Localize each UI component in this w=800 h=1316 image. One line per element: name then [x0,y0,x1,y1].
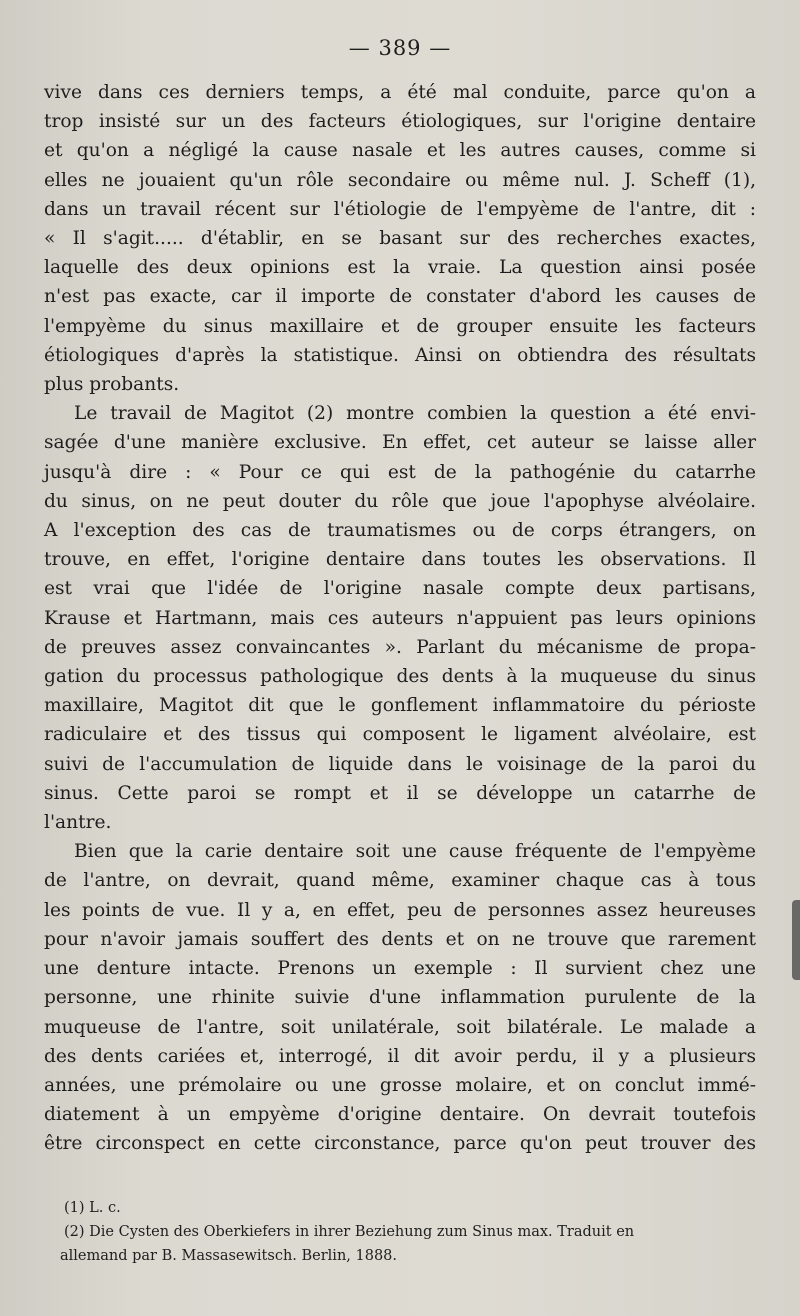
text-line: diatement à un empyème d'origine dentaire. On devrait toutefois [44,1104,756,1126]
text-line: trouve, en effet, l'origine dentaire dans toutes les observations. Il [44,549,756,571]
page-edge-shadow [792,900,800,980]
text-line: radiculaire et des tissus qui composent le ligament alvéolaire, est [44,724,756,746]
text-line: n'est pas exacte, car il importe de constater d'abord les causes de [44,286,756,308]
text-line: est vrai que l'idée de l'origine nasale compte deux partisans, [44,578,756,600]
text-line: plus probants. [44,374,180,396]
text-line: du sinus, on ne peut douter du rôle que joue l'apophyse alvéolaire. [44,490,756,512]
text-line: Krause et Hartmann, mais ces auteurs n'appuient pas leurs opinions [44,607,756,629]
body-text [44,78,756,1159]
text-line: Le travail de Magitot (2) montre combien la question a été envi- [74,403,756,425]
text-line: vive dans ces derniers temps, a été mal conduite, parce qu'on a [44,82,756,103]
text-line: l'antre. [44,812,112,834]
text-line: pour n'avoir jamais souffert des dents et on ne trouve que rarement [44,928,756,950]
text-line: dans un travail récent sur l'étiologie de l'empyème de l'antre, dit : [44,198,756,220]
footnote-2: (2) Die Cysten des Oberkiefers in ihrer Beziehung zum Sinus max. Traduit en [64,1224,635,1240]
text-line: A l'exception des cas de traumatismes ou de corps étrangers, on [44,520,756,542]
text-line: personne, une rhinite suivie d'une inflammation purulente de la [44,987,756,1009]
text-line: de l'antre, on devrait, quand même, examiner chaque cas à tous [44,870,756,892]
text-line: trop insisté sur un des facteurs étiologiques, sur l'origine dentaire [44,111,756,133]
text-line: années, une prémolaire ou une grosse molaire, et on conclut immé- [44,1074,756,1096]
text-line: les points de vue. Il y a, en effet, peu de personnes assez heureuses [44,899,756,921]
text-line: sinus. Cette paroi se rompt et il se développe un catarrhe de [44,782,756,804]
text-line: gation du processus pathologique des dents à la muqueuse du sinus [44,666,756,688]
text-line: et qu'on a négligé la cause nasale et les autres causes, comme si [44,140,756,162]
paragraph-1 [44,78,756,399]
text-line: étiologiques d'après la statistique. Ainsi on obtiendra des résultats [44,344,756,366]
footnotes [60,1196,764,1268]
footnote-2-continued: allemand par B. Massasewitsch. Berlin, 1888. [60,1248,398,1264]
text-line: « Il s'agit..... d'établir, en se basant sur des recherches exactes, [44,228,756,250]
text-line: être circonspect en cette circonstance, parce qu'on peut trouver des [44,1133,756,1155]
text-line: de preuves assez convaincantes ». Parlant du mécanisme de propa- [44,636,756,658]
text-line: laquelle des deux opinions est la vraie. La question ainsi posée [44,257,756,279]
page-number: — 389 — [348,36,452,60]
text-line: muqueuse de l'antre, soit unilatérale, soit bilatérale. Le malade a [44,1016,756,1038]
text-line: sagée d'une manière exclusive. En effet, cet auteur se laisse aller [44,432,756,454]
text-line: maxillaire, Magitot dit que le gonflement inflammatoire du périoste [44,695,756,717]
footnote-1: (1) L. c. [64,1200,121,1216]
text-line: elles ne jouaient qu'un rôle secondaire ou même nul. J. Scheff (1), [44,169,756,191]
text-line: Bien que la carie dentaire soit une cause fréquente de l'empyème [74,841,756,863]
paragraph-3 [44,837,756,1158]
paragraph-2 [44,399,756,837]
text-line: jusqu'à dire : « Pour ce qui est de la pathogénie du catarrhe [44,461,756,483]
text-line: l'empyème du sinus maxillaire et de grouper ensuite les facteurs [44,315,756,337]
text-line: suivi de l'accumulation de liquide dans le voisinage de la paroi du [44,753,756,775]
text-line: une denture intacte. Prenons un exemple : Il survient chez une [44,958,756,980]
text-line: des dents cariées et, interrogé, il dit avoir perdu, il y a plusieurs [44,1045,756,1067]
